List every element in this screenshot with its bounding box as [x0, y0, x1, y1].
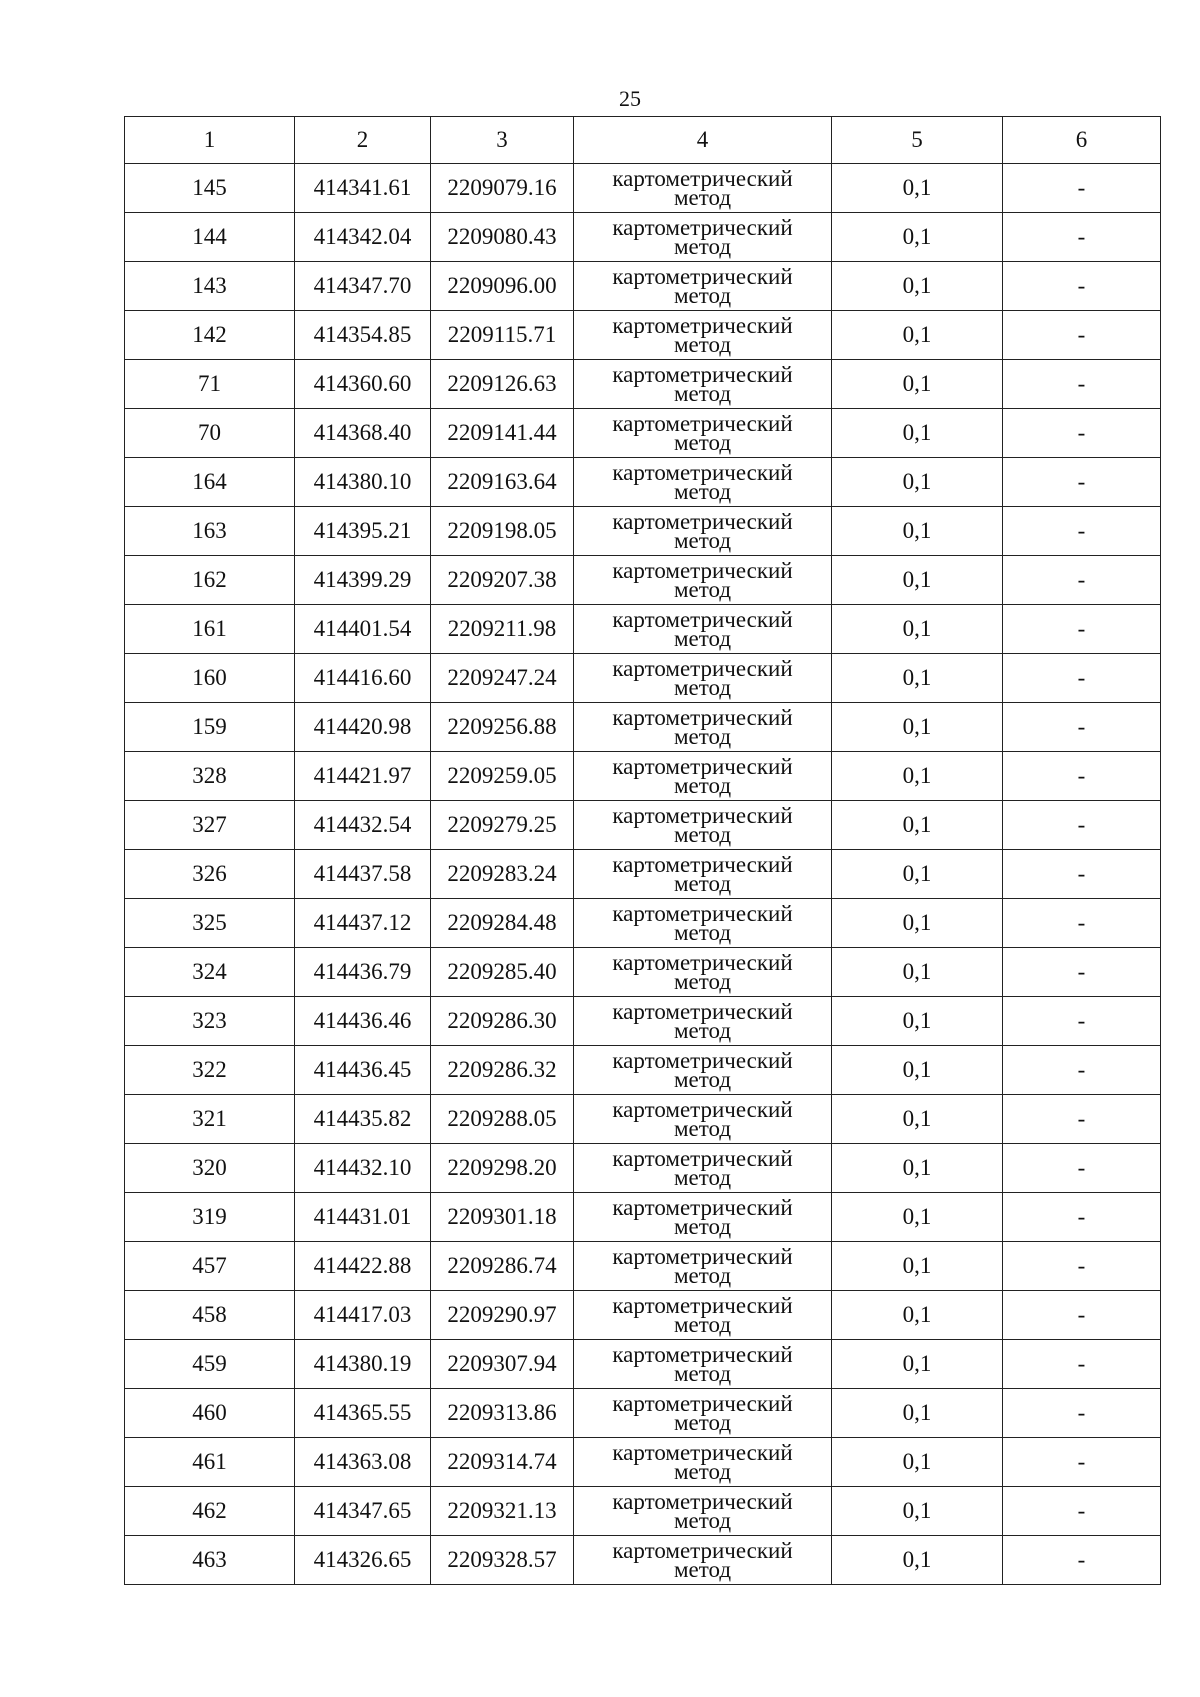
method-cell — [574, 654, 832, 703]
x-coordinate-cell: 414432.54 — [295, 801, 431, 850]
column-header: 2 — [295, 117, 431, 164]
y-coordinate-cell: 2209314.74 — [431, 1438, 574, 1487]
method-line-1: картометрический — [612, 1244, 793, 1269]
x-coordinate-cell: 414363.08 — [295, 1438, 431, 1487]
accuracy-cell: 0,1 — [832, 262, 1003, 311]
method-line-1: картометрический — [612, 1538, 793, 1563]
method-line-1: картометрический — [612, 754, 793, 779]
point-number-cell: 463 — [125, 1536, 295, 1585]
point-number-cell: 457 — [125, 1242, 295, 1291]
method-line-2: метод — [673, 1214, 732, 1239]
description-cell: - — [1003, 1144, 1161, 1193]
table-row — [125, 164, 1161, 213]
method-cell — [574, 409, 832, 458]
accuracy-cell: 0,1 — [832, 311, 1003, 360]
method-cell — [574, 1487, 832, 1536]
method-line-1: картометрический — [612, 1489, 793, 1514]
method-line-2: метод — [673, 1361, 732, 1386]
description-cell: - — [1003, 850, 1161, 899]
table-row — [125, 556, 1161, 605]
method-line-1: картометрический — [612, 411, 793, 436]
x-coordinate-cell: 414365.55 — [295, 1389, 431, 1438]
method-line-1: картометрический — [612, 607, 793, 632]
method-line-1: картометрический — [612, 1440, 793, 1465]
table-row — [125, 262, 1161, 311]
description-cell: - — [1003, 213, 1161, 262]
x-coordinate-cell: 414420.98 — [295, 703, 431, 752]
point-number-cell: 161 — [125, 605, 295, 654]
description-cell: - — [1003, 1242, 1161, 1291]
description-cell: - — [1003, 899, 1161, 948]
method-cell — [574, 1095, 832, 1144]
description-cell: - — [1003, 164, 1161, 213]
method-cell — [574, 507, 832, 556]
method-cell — [574, 1291, 832, 1340]
y-coordinate-cell: 2209301.18 — [431, 1193, 574, 1242]
point-number-cell: 459 — [125, 1340, 295, 1389]
method-line-2: метод — [673, 577, 732, 602]
y-coordinate-cell: 2209313.86 — [431, 1389, 574, 1438]
description-cell: - — [1003, 703, 1161, 752]
method-cell — [574, 1046, 832, 1095]
method-line-2: метод — [673, 1312, 732, 1337]
accuracy-cell: 0,1 — [832, 801, 1003, 850]
method-cell — [574, 801, 832, 850]
accuracy-cell: 0,1 — [832, 409, 1003, 458]
description-cell: - — [1003, 1291, 1161, 1340]
y-coordinate-cell: 2209286.30 — [431, 997, 574, 1046]
method-cell — [574, 1193, 832, 1242]
point-number-cell: 322 — [125, 1046, 295, 1095]
y-coordinate-cell: 2209211.98 — [431, 605, 574, 654]
y-coordinate-cell: 2209207.38 — [431, 556, 574, 605]
accuracy-cell: 0,1 — [832, 948, 1003, 997]
method-line-1: картометрический — [612, 460, 793, 485]
y-coordinate-cell: 2209283.24 — [431, 850, 574, 899]
method-line-1: картометрический — [612, 852, 793, 877]
accuracy-cell: 0,1 — [832, 654, 1003, 703]
accuracy-cell: 0,1 — [832, 1438, 1003, 1487]
point-number-cell: 328 — [125, 752, 295, 801]
method-line-2: метод — [673, 430, 732, 455]
x-coordinate-cell: 414380.19 — [295, 1340, 431, 1389]
x-coordinate-cell: 414436.45 — [295, 1046, 431, 1095]
method-line-2: метод — [673, 1116, 732, 1141]
description-cell: - — [1003, 1046, 1161, 1095]
accuracy-cell: 0,1 — [832, 605, 1003, 654]
table-row — [125, 801, 1161, 850]
x-coordinate-cell: 414432.10 — [295, 1144, 431, 1193]
accuracy-cell: 0,1 — [832, 1046, 1003, 1095]
method-cell — [574, 1242, 832, 1291]
x-coordinate-cell: 414354.85 — [295, 311, 431, 360]
method-cell — [574, 262, 832, 311]
x-coordinate-cell: 414342.04 — [295, 213, 431, 262]
x-coordinate-cell: 414347.70 — [295, 262, 431, 311]
accuracy-cell: 0,1 — [832, 458, 1003, 507]
table-row — [125, 703, 1161, 752]
table-row — [125, 213, 1161, 262]
accuracy-cell: 0,1 — [832, 850, 1003, 899]
y-coordinate-cell: 2209321.13 — [431, 1487, 574, 1536]
table-header-row — [125, 117, 1161, 164]
method-cell — [574, 752, 832, 801]
x-coordinate-cell: 414431.01 — [295, 1193, 431, 1242]
x-coordinate-cell: 414395.21 — [295, 507, 431, 556]
table-row — [125, 1487, 1161, 1536]
y-coordinate-cell: 2209256.88 — [431, 703, 574, 752]
method-line-1: картометрический — [612, 166, 793, 191]
method-cell — [574, 948, 832, 997]
point-number-cell: 461 — [125, 1438, 295, 1487]
method-cell — [574, 213, 832, 262]
y-coordinate-cell: 2209096.00 — [431, 262, 574, 311]
column-header: 6 — [1003, 117, 1161, 164]
description-cell: - — [1003, 1487, 1161, 1536]
x-coordinate-cell: 414435.82 — [295, 1095, 431, 1144]
method-cell — [574, 899, 832, 948]
y-coordinate-cell: 2209198.05 — [431, 507, 574, 556]
accuracy-cell: 0,1 — [832, 1095, 1003, 1144]
point-number-cell: 144 — [125, 213, 295, 262]
table-row — [125, 654, 1161, 703]
table-row — [125, 899, 1161, 948]
x-coordinate-cell: 414326.65 — [295, 1536, 431, 1585]
y-coordinate-cell: 2209115.71 — [431, 311, 574, 360]
y-coordinate-cell: 2209259.05 — [431, 752, 574, 801]
point-number-cell: 163 — [125, 507, 295, 556]
point-number-cell: 327 — [125, 801, 295, 850]
method-line-1: картометрический — [612, 999, 793, 1024]
method-line-1: картометрический — [612, 901, 793, 926]
accuracy-cell: 0,1 — [832, 1144, 1003, 1193]
method-line-1: картометрический — [612, 1293, 793, 1318]
table-row — [125, 1340, 1161, 1389]
accuracy-cell: 0,1 — [832, 1340, 1003, 1389]
method-cell — [574, 605, 832, 654]
description-cell: - — [1003, 1536, 1161, 1585]
method-line-2: метод — [673, 969, 732, 994]
method-cell — [574, 1340, 832, 1389]
table-row — [125, 1438, 1161, 1487]
table-row — [125, 409, 1161, 458]
table-row — [125, 1389, 1161, 1438]
accuracy-cell: 0,1 — [832, 752, 1003, 801]
table-row — [125, 1144, 1161, 1193]
method-line-1: картометрический — [612, 215, 793, 240]
point-number-cell: 462 — [125, 1487, 295, 1536]
method-cell — [574, 850, 832, 899]
method-line-1: картометрический — [612, 1342, 793, 1367]
x-coordinate-cell: 414401.54 — [295, 605, 431, 654]
x-coordinate-cell: 414436.46 — [295, 997, 431, 1046]
column-header: 5 — [832, 117, 1003, 164]
point-number-cell: 71 — [125, 360, 295, 409]
x-coordinate-cell: 414399.29 — [295, 556, 431, 605]
description-cell: - — [1003, 948, 1161, 997]
point-number-cell: 323 — [125, 997, 295, 1046]
method-line-1: картометрический — [612, 950, 793, 975]
x-coordinate-cell: 414417.03 — [295, 1291, 431, 1340]
table-row — [125, 1242, 1161, 1291]
x-coordinate-cell: 414368.40 — [295, 409, 431, 458]
description-cell: - — [1003, 1193, 1161, 1242]
point-number-cell: 319 — [125, 1193, 295, 1242]
point-number-cell: 460 — [125, 1389, 295, 1438]
x-coordinate-cell: 414436.79 — [295, 948, 431, 997]
method-cell — [574, 1536, 832, 1585]
x-coordinate-cell: 414341.61 — [295, 164, 431, 213]
y-coordinate-cell: 2209126.63 — [431, 360, 574, 409]
description-cell: - — [1003, 311, 1161, 360]
y-coordinate-cell: 2209080.43 — [431, 213, 574, 262]
x-coordinate-cell: 414437.58 — [295, 850, 431, 899]
method-line-1: картометрический — [612, 1146, 793, 1171]
table-row — [125, 1536, 1161, 1585]
point-number-cell: 321 — [125, 1095, 295, 1144]
y-coordinate-cell: 2209284.48 — [431, 899, 574, 948]
point-number-cell: 326 — [125, 850, 295, 899]
y-coordinate-cell: 2209307.94 — [431, 1340, 574, 1389]
table-row — [125, 1095, 1161, 1144]
method-cell — [574, 703, 832, 752]
method-line-2: метод — [673, 528, 732, 553]
column-header: 3 — [431, 117, 574, 164]
method-cell — [574, 458, 832, 507]
description-cell: - — [1003, 1095, 1161, 1144]
method-line-2: метод — [673, 871, 732, 896]
description-cell: - — [1003, 458, 1161, 507]
method-cell — [574, 1389, 832, 1438]
method-line-2: метод — [673, 381, 732, 406]
accuracy-cell: 0,1 — [832, 1389, 1003, 1438]
point-number-cell: 142 — [125, 311, 295, 360]
x-coordinate-cell: 414422.88 — [295, 1242, 431, 1291]
description-cell: - — [1003, 360, 1161, 409]
table-row — [125, 458, 1161, 507]
method-line-1: картометрический — [612, 656, 793, 681]
accuracy-cell: 0,1 — [832, 1193, 1003, 1242]
point-number-cell: 162 — [125, 556, 295, 605]
y-coordinate-cell: 2209141.44 — [431, 409, 574, 458]
x-coordinate-cell: 414347.65 — [295, 1487, 431, 1536]
accuracy-cell: 0,1 — [832, 703, 1003, 752]
method-line-1: картометрический — [612, 264, 793, 289]
method-line-1: картометрический — [612, 705, 793, 730]
y-coordinate-cell: 2209328.57 — [431, 1536, 574, 1585]
table-row — [125, 1291, 1161, 1340]
method-line-2: метод — [673, 1263, 732, 1288]
y-coordinate-cell: 2209247.24 — [431, 654, 574, 703]
method-line-1: картометрический — [612, 803, 793, 828]
coordinates-table — [124, 116, 1161, 1585]
table-row — [125, 850, 1161, 899]
description-cell: - — [1003, 507, 1161, 556]
accuracy-cell: 0,1 — [832, 507, 1003, 556]
y-coordinate-cell: 2209288.05 — [431, 1095, 574, 1144]
accuracy-cell: 0,1 — [832, 164, 1003, 213]
x-coordinate-cell: 414416.60 — [295, 654, 431, 703]
point-number-cell: 160 — [125, 654, 295, 703]
method-cell — [574, 1438, 832, 1487]
accuracy-cell: 0,1 — [832, 997, 1003, 1046]
description-cell: - — [1003, 1340, 1161, 1389]
x-coordinate-cell: 414437.12 — [295, 899, 431, 948]
x-coordinate-cell: 414421.97 — [295, 752, 431, 801]
description-cell: - — [1003, 409, 1161, 458]
description-cell: - — [1003, 262, 1161, 311]
point-number-cell: 458 — [125, 1291, 295, 1340]
table-row — [125, 605, 1161, 654]
column-header: 4 — [574, 117, 832, 164]
column-header: 1 — [125, 117, 295, 164]
description-cell: - — [1003, 556, 1161, 605]
method-line-2: метод — [673, 185, 732, 210]
method-cell — [574, 556, 832, 605]
method-cell — [574, 1144, 832, 1193]
method-line-1: картометрический — [612, 558, 793, 583]
method-line-1: картометрический — [612, 1195, 793, 1220]
point-number-cell: 164 — [125, 458, 295, 507]
method-line-2: метод — [673, 283, 732, 308]
method-line-2: метод — [673, 234, 732, 259]
method-line-1: картометрический — [612, 1048, 793, 1073]
table-row — [125, 997, 1161, 1046]
method-line-2: метод — [673, 332, 732, 357]
table-row — [125, 360, 1161, 409]
y-coordinate-cell: 2209079.16 — [431, 164, 574, 213]
table-row — [125, 948, 1161, 997]
y-coordinate-cell: 2209279.25 — [431, 801, 574, 850]
method-line-2: метод — [673, 1018, 732, 1043]
y-coordinate-cell: 2209290.97 — [431, 1291, 574, 1340]
method-line-2: метод — [673, 626, 732, 651]
point-number-cell: 159 — [125, 703, 295, 752]
method-line-2: метод — [673, 822, 732, 847]
y-coordinate-cell: 2209286.74 — [431, 1242, 574, 1291]
y-coordinate-cell: 2209163.64 — [431, 458, 574, 507]
point-number-cell: 320 — [125, 1144, 295, 1193]
description-cell: - — [1003, 654, 1161, 703]
description-cell: - — [1003, 997, 1161, 1046]
table-row — [125, 1193, 1161, 1242]
description-cell: - — [1003, 1438, 1161, 1487]
page-number: 25 — [619, 86, 641, 111]
method-line-1: картометрический — [612, 313, 793, 338]
accuracy-cell: 0,1 — [832, 1242, 1003, 1291]
method-line-1: картометрический — [612, 1391, 793, 1416]
accuracy-cell: 0,1 — [832, 899, 1003, 948]
method-cell — [574, 360, 832, 409]
table-body — [125, 164, 1161, 1585]
description-cell: - — [1003, 752, 1161, 801]
accuracy-cell: 0,1 — [832, 1536, 1003, 1585]
method-line-2: метод — [673, 1508, 732, 1533]
point-number-cell: 324 — [125, 948, 295, 997]
table-row — [125, 752, 1161, 801]
table-row — [125, 507, 1161, 556]
table-row — [125, 1046, 1161, 1095]
point-number-cell: 143 — [125, 262, 295, 311]
y-coordinate-cell: 2209286.32 — [431, 1046, 574, 1095]
accuracy-cell: 0,1 — [832, 360, 1003, 409]
accuracy-cell: 0,1 — [832, 1487, 1003, 1536]
method-line-2: метод — [673, 773, 732, 798]
y-coordinate-cell: 2209298.20 — [431, 1144, 574, 1193]
accuracy-cell: 0,1 — [832, 556, 1003, 605]
method-line-1: картометрический — [612, 362, 793, 387]
method-line-2: метод — [673, 1165, 732, 1190]
method-line-2: метод — [673, 479, 732, 504]
method-line-2: метод — [673, 920, 732, 945]
point-number-cell: 145 — [125, 164, 295, 213]
description-cell: - — [1003, 801, 1161, 850]
method-line-2: метод — [673, 724, 732, 749]
method-line-1: картометрический — [612, 1097, 793, 1122]
method-cell — [574, 997, 832, 1046]
method-line-2: метод — [673, 1459, 732, 1484]
table-row — [125, 311, 1161, 360]
method-line-2: метод — [673, 1067, 732, 1092]
point-number-cell: 70 — [125, 409, 295, 458]
point-number-cell: 325 — [125, 899, 295, 948]
description-cell: - — [1003, 1389, 1161, 1438]
accuracy-cell: 0,1 — [832, 213, 1003, 262]
method-cell — [574, 164, 832, 213]
method-line-1: картометрический — [612, 509, 793, 534]
method-line-2: метод — [673, 1557, 732, 1582]
description-cell: - — [1003, 605, 1161, 654]
x-coordinate-cell: 414380.10 — [295, 458, 431, 507]
method-line-2: метод — [673, 675, 732, 700]
x-coordinate-cell: 414360.60 — [295, 360, 431, 409]
method-cell — [574, 311, 832, 360]
y-coordinate-cell: 2209285.40 — [431, 948, 574, 997]
method-line-2: метод — [673, 1410, 732, 1435]
accuracy-cell: 0,1 — [832, 1291, 1003, 1340]
